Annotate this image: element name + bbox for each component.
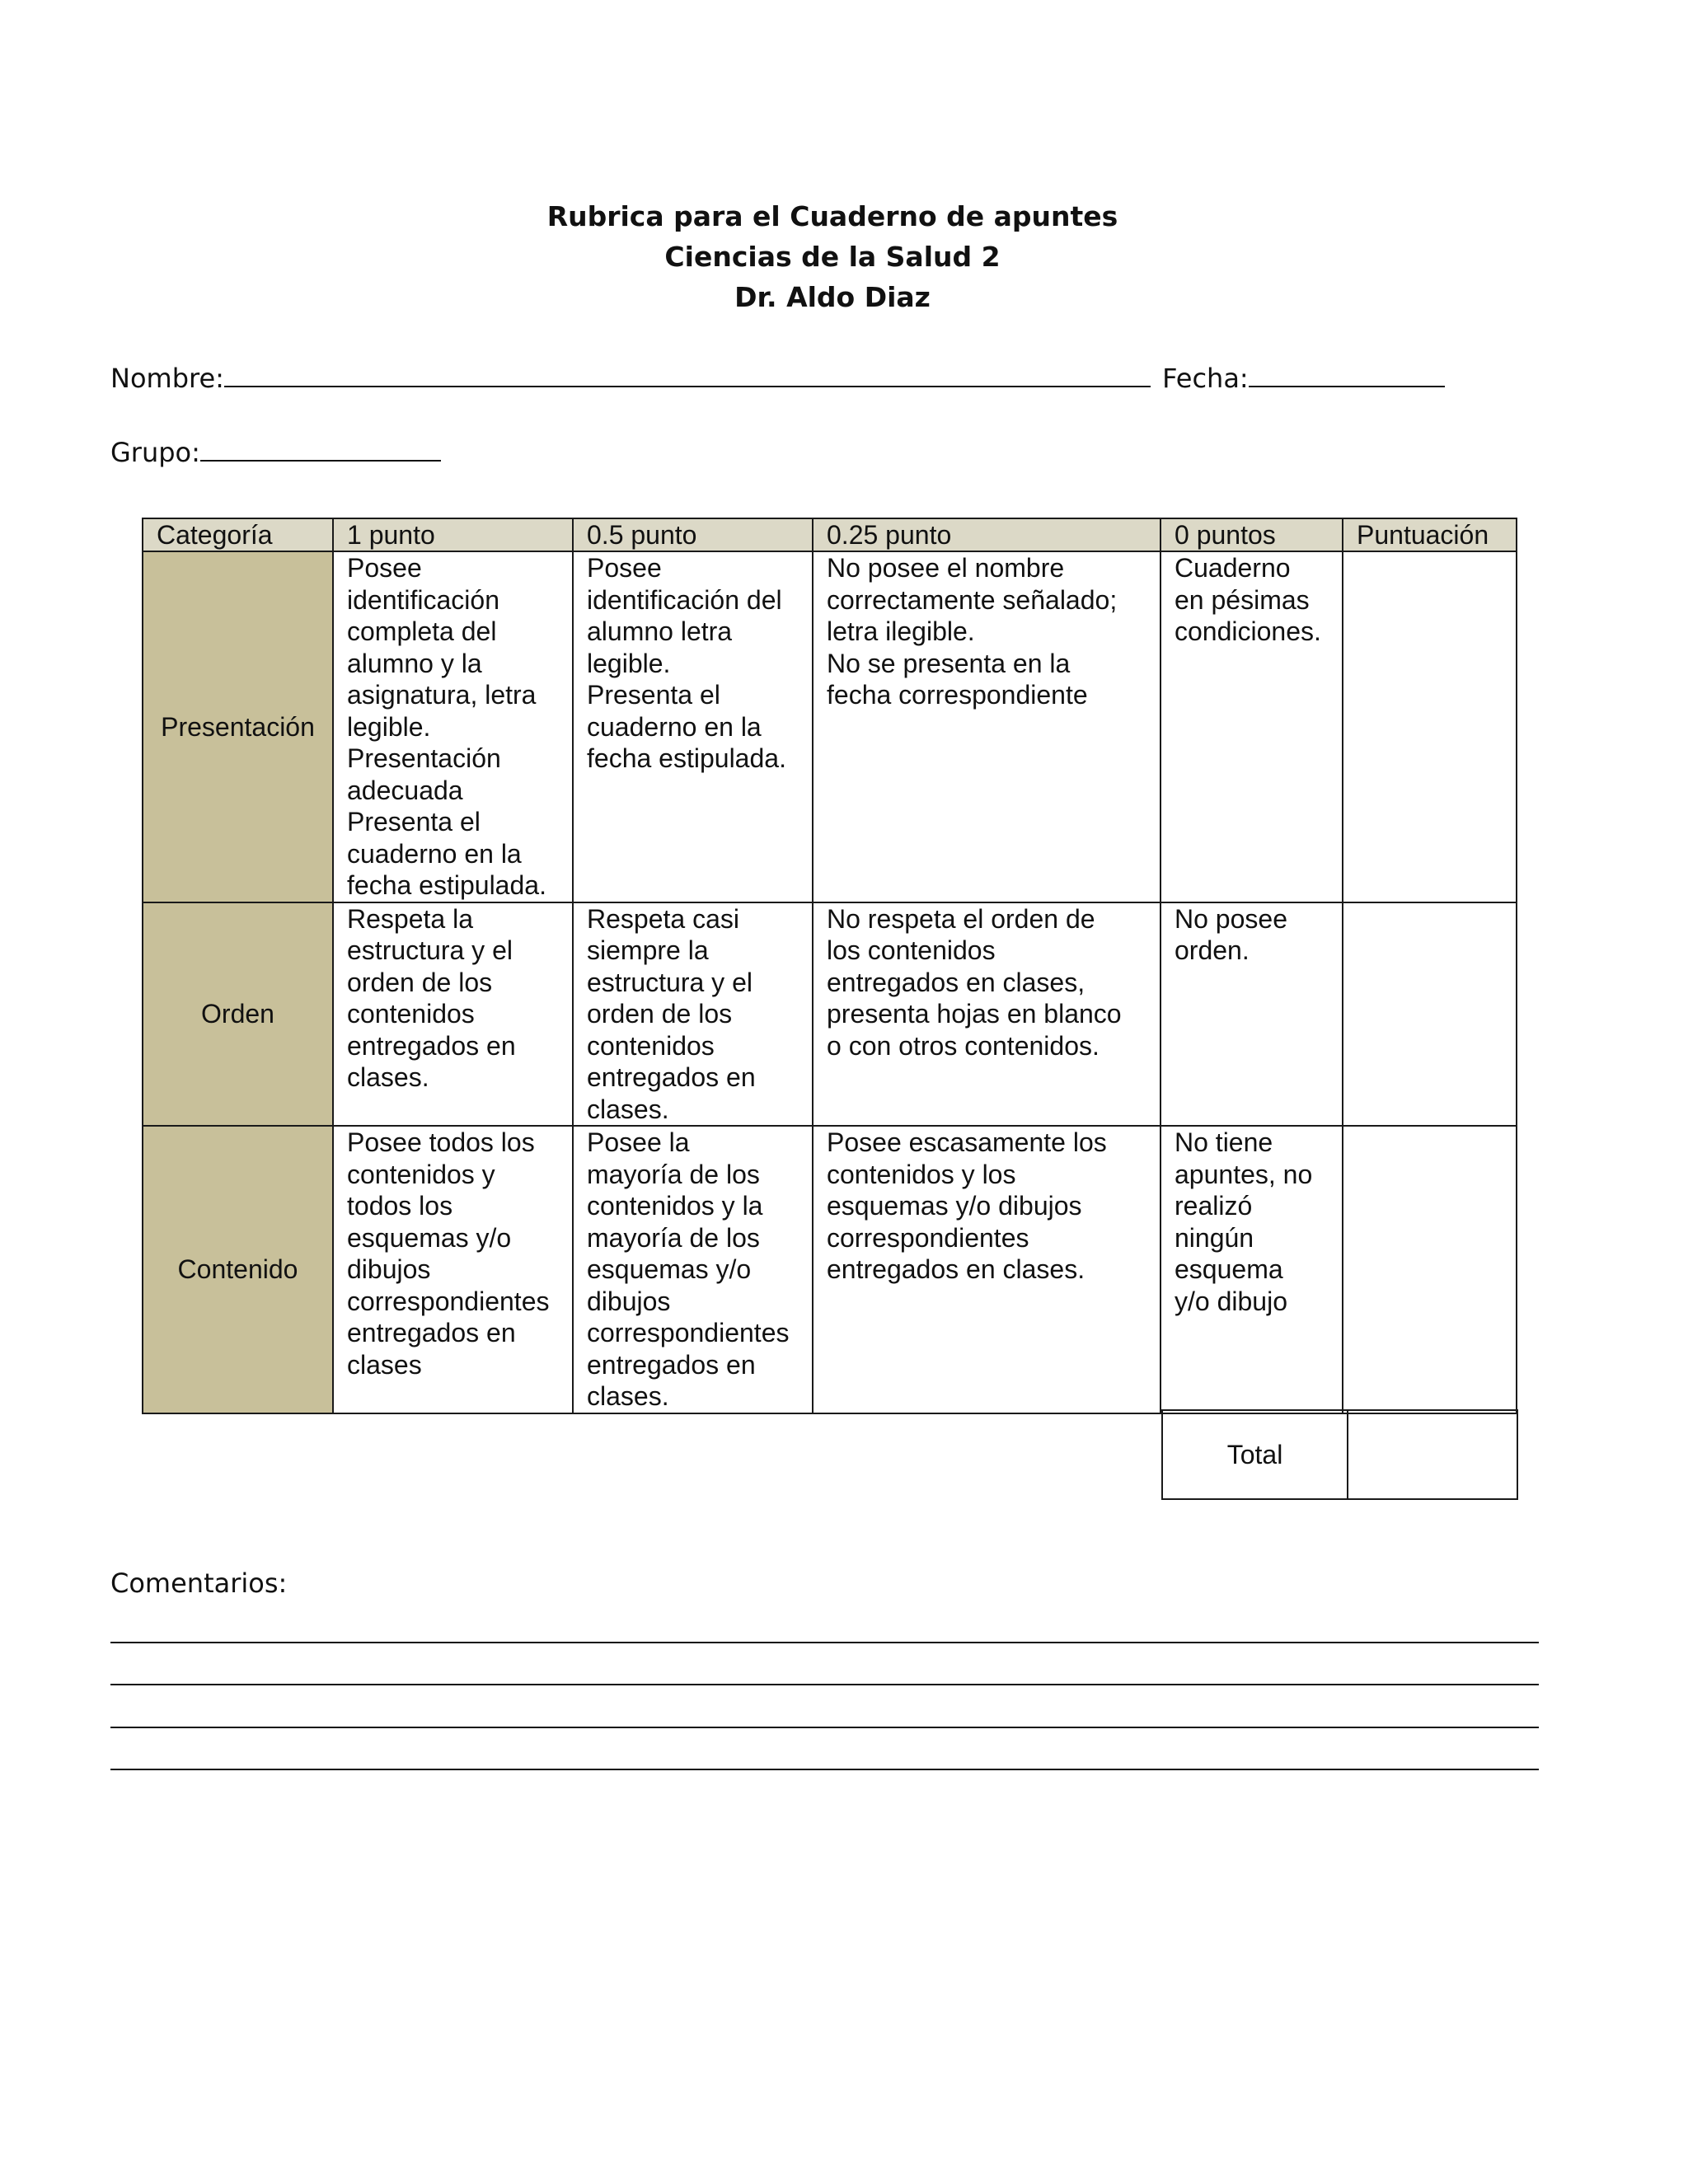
criterion-contenido-0-5-punto: Posee la mayoría de los contenidos y la mayoría de los esquemas y/o dibujos correspondientes entregados en clases. <box>573 1126 813 1413</box>
criterion-presentacion-1-punto: Posee identificación completa del alumno y la asignatura, letra legible. Presentación adecuada Presenta el cuaderno en la fecha estipulada. <box>333 551 573 902</box>
criterion-orden-0-puntos: No posee orden. <box>1160 902 1343 1127</box>
column-header-puntuacion: Puntuación <box>1343 518 1517 551</box>
criterion-contenido-0-puntos: No tiene apuntes, no realizó ningún esquema y/o dibujo <box>1160 1126 1343 1413</box>
comment-line[interactable] <box>110 1684 1539 1685</box>
document-title: Rubrica para el Cuaderno de apuntes <box>546 200 1118 232</box>
total-table <box>1161 1409 1518 1500</box>
name-field-line[interactable] <box>224 361 1151 387</box>
date-field-line[interactable] <box>1249 361 1445 387</box>
category-orden: Orden <box>143 902 333 1127</box>
rubric-row-presentacion <box>143 551 1517 902</box>
criterion-contenido-0-25-punto: Posee escasamente los contenidos y los esquemas y/o dibujos correspondientes entregados en clases. <box>813 1126 1160 1413</box>
score-contenido[interactable] <box>1343 1126 1517 1413</box>
total-score[interactable] <box>1348 1410 1517 1499</box>
group-label: Grupo: <box>110 437 200 468</box>
rubric-row-orden <box>143 902 1517 1127</box>
criterion-presentacion-0-5-punto: Posee identificación del alumno letra legible. Presenta el cuaderno en la fecha estipulada. <box>573 551 813 902</box>
rubric-table <box>142 518 1517 1414</box>
name-label: Nombre: <box>110 363 224 394</box>
comment-line[interactable] <box>110 1769 1539 1770</box>
date-label: Fecha: <box>1162 363 1249 394</box>
course-name: Ciencias de la Salud 2 <box>664 241 1001 273</box>
name-date-row <box>110 361 1445 394</box>
column-header-0-5-punto: 0.5 punto <box>573 518 813 551</box>
criterion-presentacion-0-25-punto: No posee el nombre correctamente señalado; letra ilegible. No se presenta en la fecha correspondiente <box>813 551 1160 902</box>
score-orden[interactable] <box>1343 902 1517 1127</box>
teacher-name: Dr. Aldo Diaz <box>734 281 931 313</box>
total-label: Total <box>1162 1410 1348 1499</box>
rubric-row-contenido <box>143 1126 1517 1413</box>
score-presentacion[interactable] <box>1343 551 1517 902</box>
comment-line[interactable] <box>110 1642 1539 1643</box>
group-field-line[interactable] <box>200 435 441 462</box>
criterion-presentacion-0-puntos: Cuaderno en pésimas condiciones. <box>1160 551 1343 902</box>
criterion-orden-0-5-punto: Respeta casi siempre la estructura y el orden de los contenidos entregados en clases. <box>573 902 813 1127</box>
criterion-orden-1-punto: Respeta la estructura y el orden de los contenidos entregados en clases. <box>333 902 573 1127</box>
comments-label: Comentarios: <box>110 1568 288 1599</box>
column-header-0-25-punto: 0.25 punto <box>813 518 1160 551</box>
criterion-orden-0-25-punto: No respeta el orden de los contenidos entregados en clases, presenta hojas en blanco o con otros contenidos. <box>813 902 1160 1127</box>
comment-line[interactable] <box>110 1727 1539 1728</box>
document-header <box>0 196 1665 317</box>
column-header-1-punto: 1 punto <box>333 518 573 551</box>
category-presentacion: Presentación <box>143 551 333 902</box>
category-contenido: Contenido <box>143 1126 333 1413</box>
rubric-header-row <box>143 518 1517 551</box>
column-header-0-puntos: 0 puntos <box>1160 518 1343 551</box>
criterion-contenido-1-punto: Posee todos los contenidos y todos los esquemas y/o dibujos correspondientes entregados en clases <box>333 1126 573 1413</box>
column-header-category: Categoría <box>143 518 333 551</box>
group-row <box>110 435 441 468</box>
